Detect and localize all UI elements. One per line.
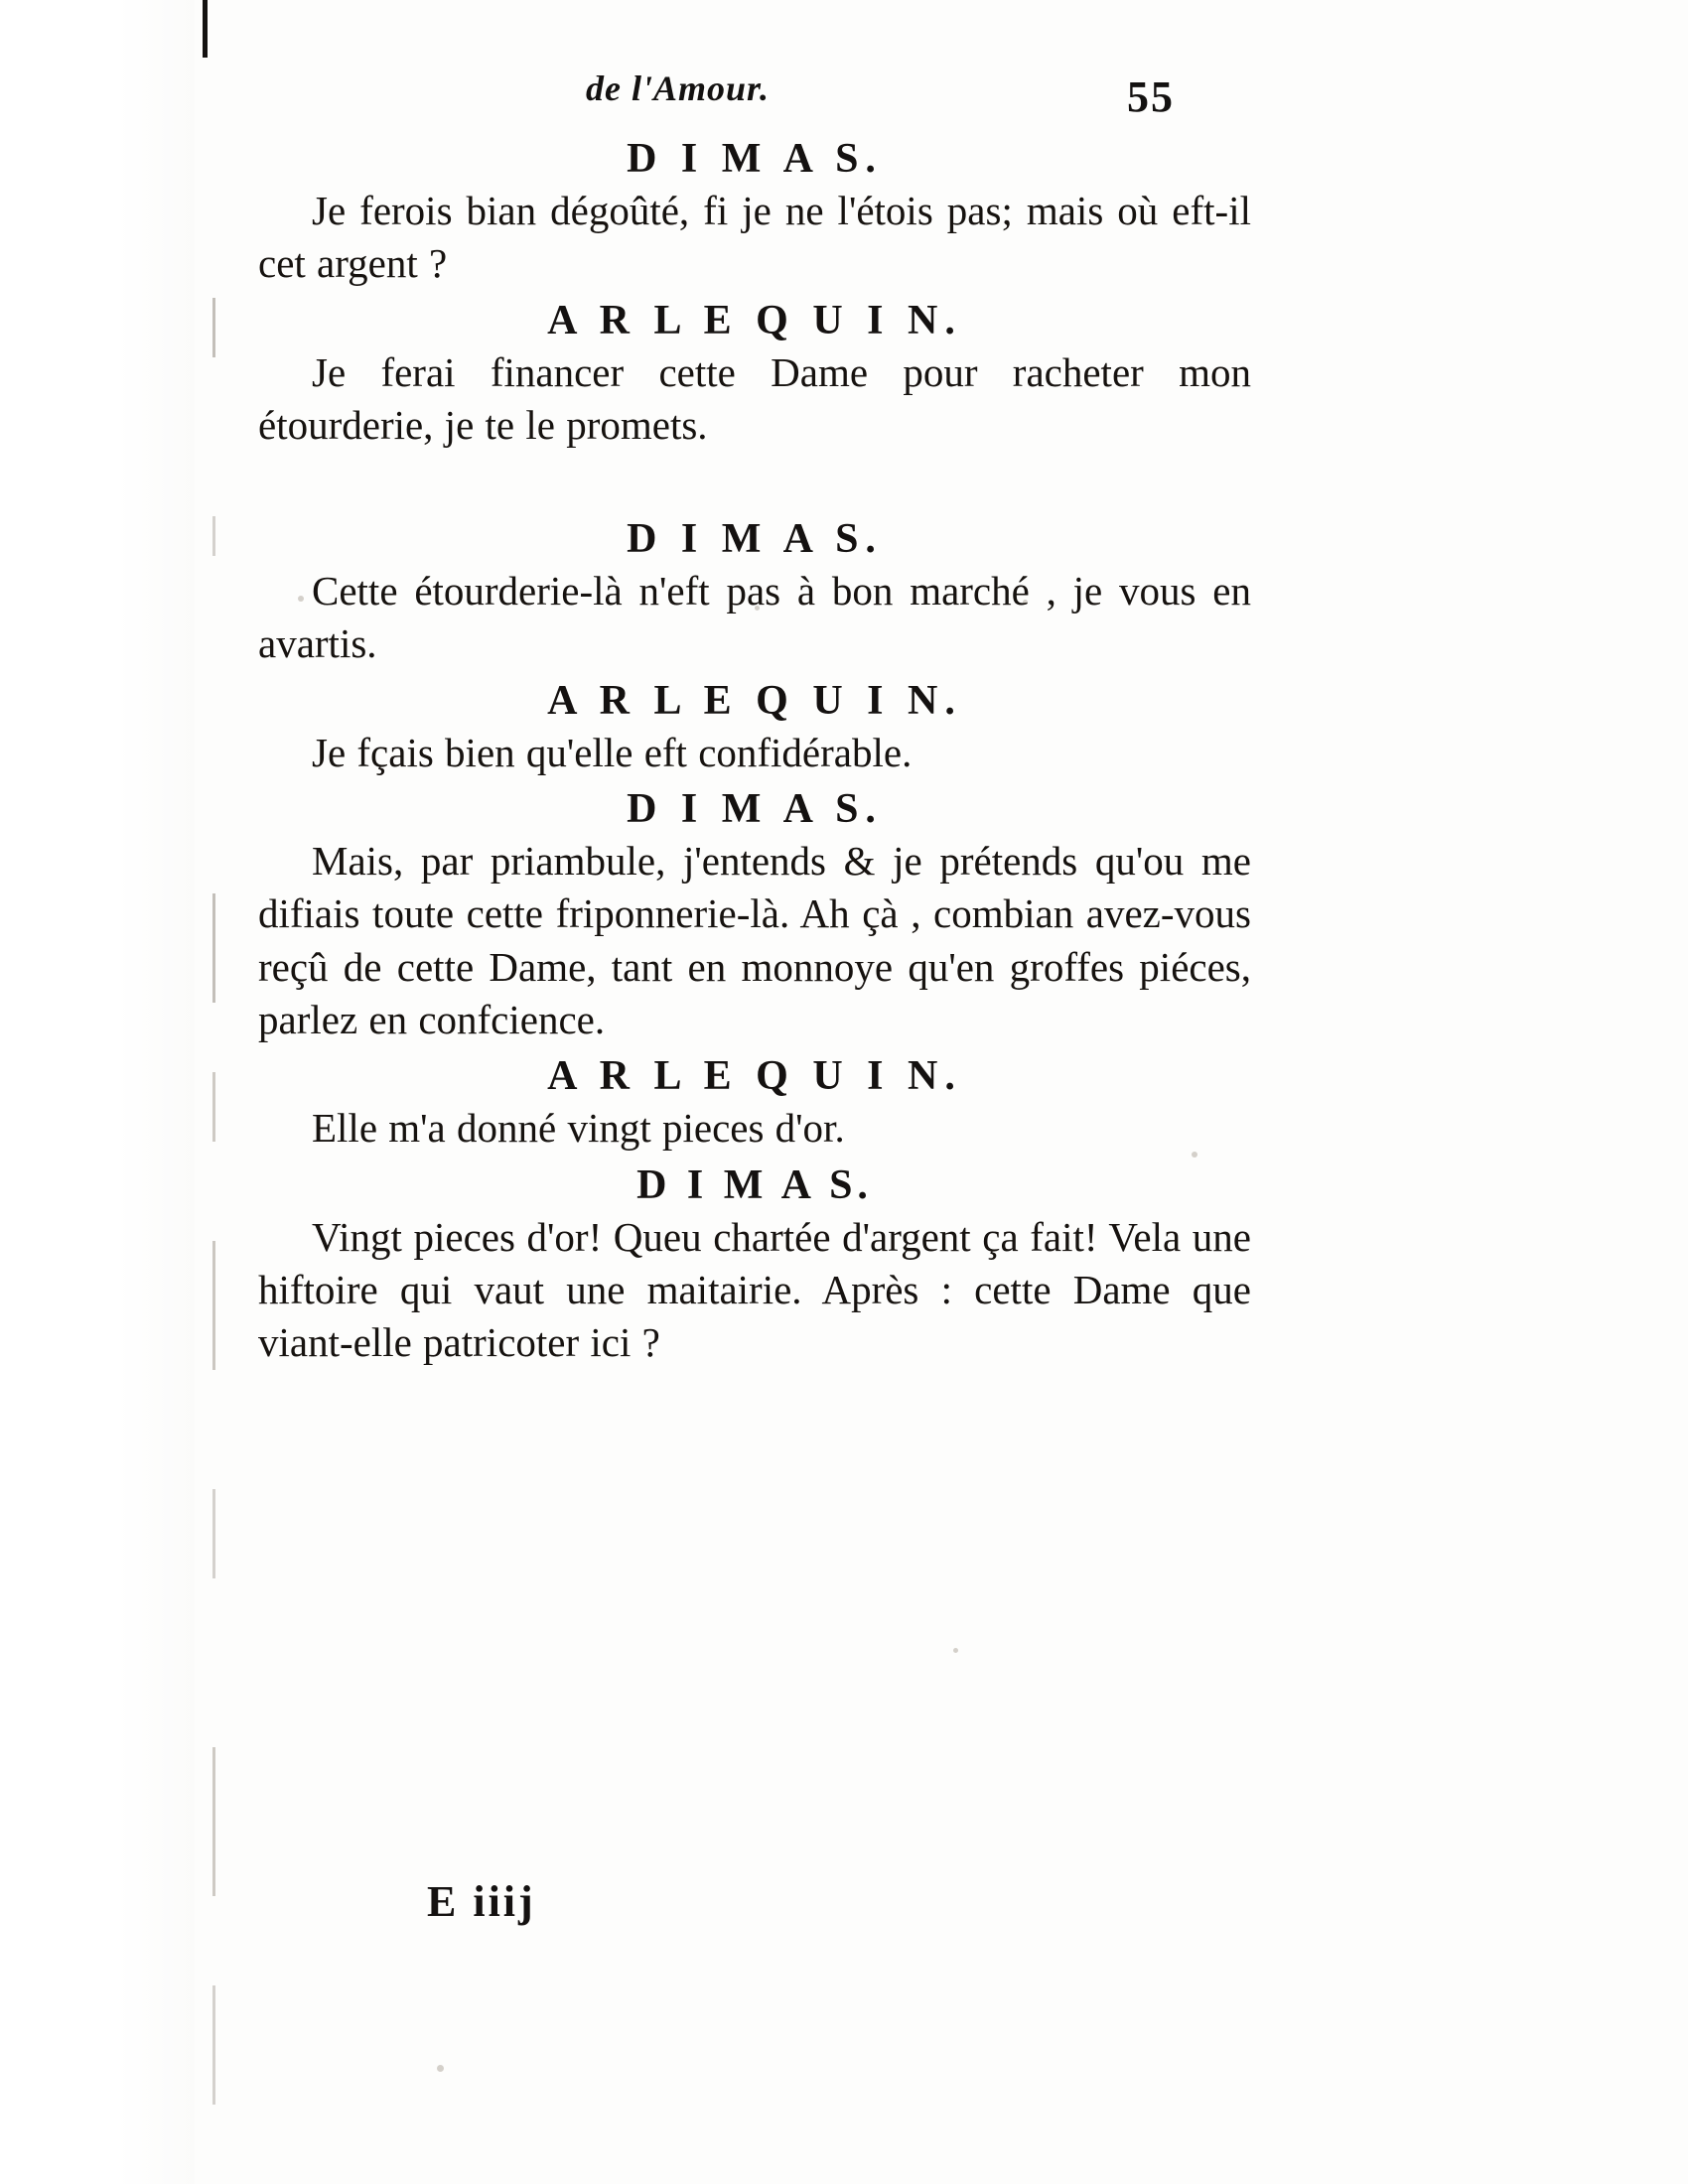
running-head-title: de l'Amour. (586, 68, 771, 108)
gutter-speckle (212, 1747, 215, 1896)
speech-paragraph: Cette étourderie-là n'eft pas à bon marché , je vous en avartis. (258, 568, 1251, 667)
speaker-name: D I M A S. (627, 786, 883, 833)
running-head (258, 60, 1251, 129)
gutter-speckle (212, 1241, 215, 1370)
speaker-name: D I M A S. (627, 516, 883, 563)
signature-mark: E iiij (427, 1877, 536, 1926)
page-left-margin (0, 0, 195, 2184)
speech-paragraph: Vingt pieces d'or! Queu chartée d'argent ça fait! Vela une hiftoire qui vaut une maitairie. Après : cette Dame que viant-elle patricoter ici ? (258, 1213, 1251, 1366)
stanza-gap (258, 454, 1251, 509)
speaker-name: A R L E Q U I N. (547, 677, 962, 724)
gutter-speckle (212, 1072, 215, 1142)
gutter-speckle (212, 1489, 215, 1578)
gutter-ink-mark (203, 0, 208, 58)
speaker-name: D I M A S. (636, 1161, 873, 1208)
speaker-name: A R L E Q U I N. (547, 1053, 962, 1100)
gutter-speckle (212, 893, 215, 1003)
speech-paragraph: Je ferai financer cette Dame pour racheter mon étourderie, je te le promets. (258, 348, 1251, 448)
speech-paragraph: Mais, par priambule, j'entends & je prétends qu'ou me difiais toute cette friponnerie-là. Ah çà , combian avez-vous reçû de cette Dame, tant en monnoye qu'en groffes piéces, parlez en confcience. (258, 838, 1251, 1042)
page-text-column (258, 60, 1251, 2105)
speech-paragraph: Je ferois bian dégoûté, fi je ne l'étois pas; mais où eft-il cet argent ? (258, 188, 1251, 287)
gutter-speckle (212, 1985, 215, 2105)
speech-paragraph: Elle m'a donné vingt pieces d'or. (312, 1105, 845, 1152)
speaker-name: D I M A S. (627, 136, 883, 182)
speech-paragraph: Je fçais bien qu'elle eft confidérable. (312, 729, 913, 775)
speaker-name: A R L E Q U I N. (547, 297, 962, 343)
gutter-speckle (212, 298, 215, 357)
gutter-speckle (212, 516, 215, 556)
page-number: 55 (1127, 72, 1175, 121)
